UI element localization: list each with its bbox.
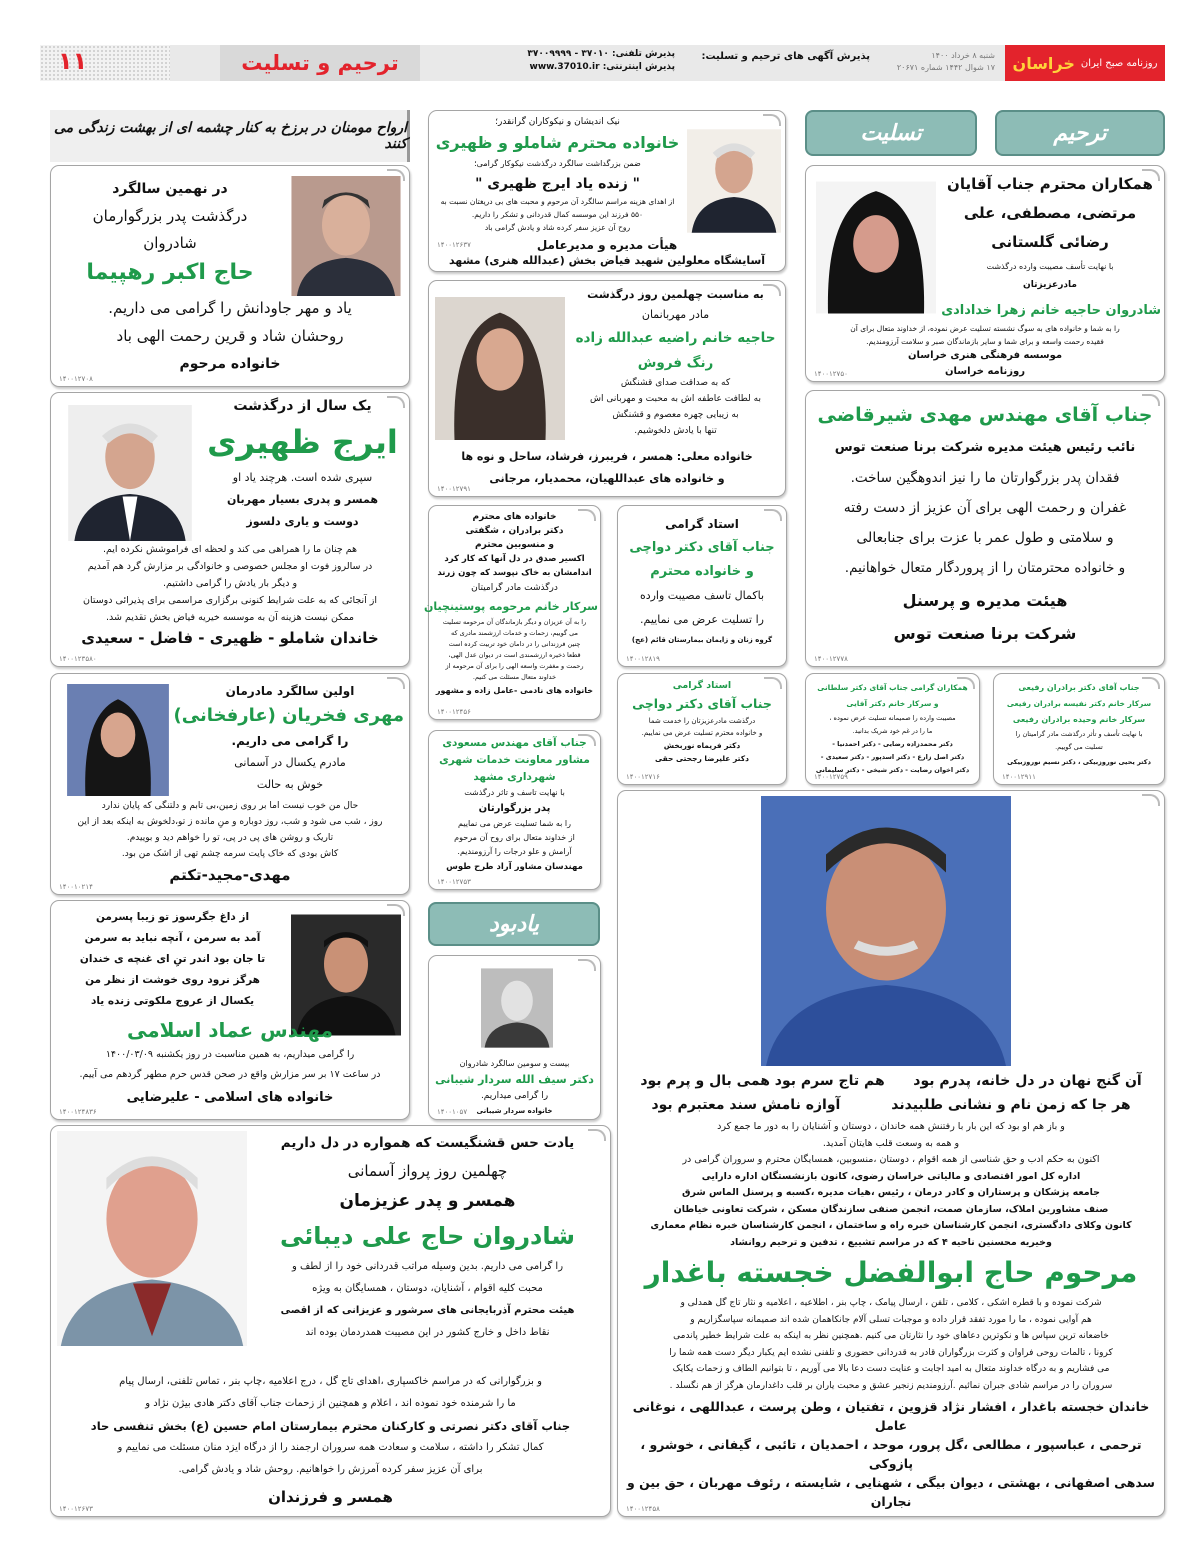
- signature: موسسه فرهنگی هنری خراسان: [907, 350, 1063, 361]
- notice-line: یاد و مهر جاودانش را گرامی می داریم.: [108, 299, 352, 317]
- notice-line: اولین سالگرد مادرمان: [225, 684, 355, 698]
- notice-line: به مناسبت چهلمین روز درگذشت: [587, 288, 764, 301]
- ad-code: ۱۴۰۰۱۲۷۵۹: [814, 773, 848, 781]
- notice-line: استاد گرامی: [665, 517, 739, 531]
- notice-line: درگذشت مادرعزیزتان را خدمت شما: [648, 717, 756, 725]
- notice-line: ما را در غم خود شریک بدانید.: [852, 727, 933, 735]
- notice-davachi-2: [617, 673, 787, 785]
- notice-line: با نهایت تأسف و تأثر درگذشت مادر گرامیتان را: [1015, 730, 1143, 738]
- portrait-photo: [816, 180, 936, 315]
- notice-rafiei: [993, 673, 1165, 785]
- notice-eslami: [50, 900, 410, 1120]
- verse-line: هم تاج سرم بود همی بال و پرم بود: [640, 1073, 885, 1089]
- notice-line: سپری شده است. هرچند یاد او: [232, 471, 373, 484]
- notice-line: هم آوایی نموده ، ما را مورد تفقد قرار داده و موجبات تسلی آلام جانکاهمان شده اند صمیمانه سپاسگزاریم و: [690, 1314, 1092, 1325]
- notice-line: محبت کلیه اقوام ، آشنایان، دوستان ، همسایگان به ویژه: [312, 1283, 543, 1294]
- recipient-name: جناب آقای مهندس مهدی شیرقاضی: [817, 404, 1153, 426]
- recipient-name: جناب آقای دکتر برادران رفیعی: [1018, 683, 1140, 692]
- notice-line: خوش به حالت: [256, 778, 324, 791]
- portrait-photo: [291, 176, 401, 296]
- notice-davachi-1: [617, 505, 787, 667]
- notice-line: روح آن عزیز سفر کرده شاد و یادش گرامی باد: [484, 223, 631, 232]
- verse-line: آوازه نامش سند معتبرم بود: [651, 1097, 841, 1113]
- notice-line: می فشاریم و به درگاه خداوند متعال به امید اجابت و عنایت دست دعا بالا می آوریم ، تا بتوانیم الطاف و زحمات یکایک: [672, 1364, 1110, 1374]
- ad-code: ۱۴۰۰۱۲۸۱۹: [626, 655, 660, 663]
- verse-line: اندامشان به خاک نپوسد که چون زرند: [437, 568, 592, 578]
- signature: خانواده های نادمی -عامل زاده و مشهور: [435, 686, 594, 695]
- tagline: روزنامه صبح ایران: [1080, 57, 1158, 69]
- recipient-name: جناب آقای دکتر دواچی: [632, 696, 772, 711]
- notice-line: صنف مشاورین املاک، سازمان صمت، انجمن صنفی سازندگان مسکن ، شرکت تعاونی خیاطان: [673, 1203, 1109, 1215]
- ad-code: ۱۴۰۰۱۰۵۷: [437, 1108, 468, 1116]
- ad-code: ۱۴۰۰۱۲۳۵۸۰: [59, 655, 97, 663]
- deceased-name: حاج اکبر رهپیما: [86, 260, 254, 285]
- recipient-title: شهرداری مشهد: [473, 771, 556, 783]
- notice-line: به لطافت عاطفه اش به محبت و مهربانی اش: [590, 394, 761, 404]
- verse-line: از داغ جگرسوز تو زیبا پسرمن: [95, 911, 250, 923]
- recipient-name: جناب آقای مهندس مسعودی: [442, 737, 587, 749]
- ad-code: ۱۴۰۰۱۲۴۵۸: [626, 1505, 660, 1513]
- signature: ترحمی ، عباسپور ، مطالعی ،گل پرور، موحد ، احمدیان ، تائبی ، گیفانی ، خوشرو ، پازوکی: [640, 1437, 1142, 1471]
- notice-line: را گرامی می داریم. بدین وسیله مراتب قدردانی خود را از لطف و: [291, 1261, 564, 1272]
- notice-line: باکمال تاسف مصیبت وارده: [639, 589, 765, 602]
- recipient-name: سرکار خانم وحیده برادران رفیعی: [1012, 715, 1146, 724]
- notice-line: که به صداقت صدای قشنگش: [620, 378, 731, 388]
- portrait-photo: [481, 962, 553, 1054]
- quote-banner: ارواح مومنان در برزخ به کنار چشمه ای از بهشت زندگی می کنند: [50, 110, 410, 162]
- signature: هیئت مدیره و پرسنل: [902, 591, 1068, 610]
- notice-line: خاضعانه ترین سپاس ها و نکوترین دعاهای خود را نثارتان می کنیم .همچنین نظر به اینکه به علت شرایط خطیر پاندمی: [673, 1331, 1109, 1341]
- notice-shirghazi: [805, 390, 1165, 667]
- notice-line: کمال تشکر را داشته ، سلامت و سعادت همه سروران ارجمند را از درگاه ایزد منان مسئلت می نماییم و: [117, 1442, 544, 1453]
- recipient-name: و سرکار خانم دکتر آفایی: [846, 699, 939, 708]
- verse-line: یادت حس قشنگیست که همواره در دل داریم: [280, 1135, 575, 1151]
- verse-line: آمد به سرمن ، آنچه نباید به سرمن: [84, 932, 261, 944]
- page-number: ۱۱: [58, 47, 88, 75]
- verse-line: هرگز نرود روی خوشت از نظر من: [85, 974, 260, 986]
- signature: دکتر اصل زارع - دکتر اسدپور - دکتر سعیدی -: [820, 753, 965, 761]
- signature: خانواده سردار شیبانی: [476, 1107, 553, 1115]
- notice-line: کرونا ، تالمات روحی فراوان و کثرت بزرگواران قادر به قدردانی حضوری و تلفنی نشده ایم یکبار دیگر دست همه شما را: [669, 1347, 1113, 1358]
- notice-khojasteh-baghdar: [617, 790, 1165, 1517]
- ad-code: ۱۴۰۰۱۲۴۵۶: [437, 708, 471, 716]
- signature: مهدی-مجید-تکتم: [169, 866, 291, 884]
- notice-line: چهلمین روز پرواز آسمانی: [347, 1162, 508, 1180]
- notice-line: را گرامی می داریم.: [231, 734, 349, 748]
- notice-line: ضمن بزرگداشت سالگرد درگذشت نیکوکار گرامی؛: [474, 159, 641, 168]
- signature: خانواده مرحوم: [179, 356, 281, 372]
- notice-line: شرکت نموده و با قطره اشکی ، کلامی ، تلفن ، ارسال پیامک ، چاپ بنر ، اطلاعیه ، اعلامیه و نثار تاج گل همدلی و: [680, 1298, 1102, 1308]
- notice-khodadadi: [805, 165, 1165, 382]
- signature: دکتر محمدزاده رضایی - دکتر احمدنیا -: [832, 740, 953, 748]
- recipient-title: مشاور معاونت خدمات شهری: [439, 754, 590, 766]
- signature: خانواده معلی: همسر ، فریبرز، فرشاد، ساحل و نوه ها: [461, 450, 753, 463]
- notice-line: و باز هم او بود که این بار با رفتنش همه خاندان ، دوستان و آشنایان را به دور ما جمع کرد: [717, 1121, 1065, 1132]
- ad-code: ۱۴۰۰۱۲۶۷۳: [59, 1505, 93, 1513]
- notice-line: جناب آقای دکتر نصرتی و کارکنان محترم بیمارستان امام حسین (ع) بخش تنفسی حاد: [90, 1419, 571, 1433]
- notice-line: در نهمین سالگرد: [112, 181, 228, 197]
- notice-masoudi: [428, 730, 601, 890]
- notice-line: همسر و پدر عزیزمان: [339, 1191, 516, 1211]
- notice-line: با نهایت تاسف و تاثر درگذشت: [464, 788, 565, 797]
- yadbud-banner: یادبود: [428, 902, 600, 946]
- portrait-photo: [687, 121, 781, 241]
- notice-line: سروران را در مراسم شادی جبران نمائیم .آرزومندیم زنجیر عشق و محبت یاران بر قلب داغدارمان هرگز از هم نگسلد .: [669, 1380, 1113, 1391]
- notice-line: تسلیت می گوییم.: [1055, 743, 1103, 751]
- ads-label: پذیرش آگهی های ترحیم و تسلیت:: [701, 51, 870, 62]
- notice-line: را به شما تسلیت عرض می نماییم: [458, 819, 571, 828]
- signature: سدهی اصفهانی ، بهشتی ، دیوان بیگی ، شهنایی ، شایسته ، رئوف مهربان ، حق بین و نجاران: [627, 1475, 1155, 1509]
- deceased-name: سرکار خانم مرحومه پوستینچیان: [423, 600, 598, 613]
- signature: خانواده های اسلامی - علیرضایی: [126, 1090, 334, 1105]
- notice-line: کاش بودی که خاک پایت سرمه چشم تهی از اشک من بود.: [121, 849, 339, 859]
- notice-line: و خانواده محترم تسلیت عرض می نماییم.: [641, 729, 763, 737]
- notice-line: رحمت و مغفرت واسعه الهی را برای آن مرحومه از: [445, 662, 584, 670]
- signature: دکتر فریماه نوربخش: [663, 741, 741, 750]
- notice-dibaei: [50, 1125, 611, 1517]
- ad-code: ۱۴۰۰۱۲۷۱۶: [626, 773, 660, 781]
- notice-line: شادروان: [143, 234, 197, 252]
- notice-line: قطعا ذخیره ارزشمندی است در دیوان عدل الهی،: [448, 651, 581, 659]
- notice-poustinchian: [423, 505, 601, 720]
- notice-line: ۵۵۰ فرزند این موسسه کمال قدردانی و تشکر را داریم.: [471, 210, 644, 219]
- recipient-name: جناب آقای دکتر دواچی: [629, 540, 775, 555]
- signature: خاندان خجسته باغدار ، افشار نژاد قزوین ، تفتیان ، وطن پرست ، عبداللهی ، نوغانی عامل: [632, 1399, 1150, 1433]
- deceased-name: دکتر سیف الله سردار شیبانی: [435, 1073, 594, 1086]
- signature: و خانواده های عبداللهیان، محمدیار، مرجانی: [489, 472, 725, 485]
- notice-line: در سالروز فوت او مجلس خصوصی و خانوادگی بر مزارش گرد هم آمدیم: [87, 561, 373, 572]
- ad-code: ۱۴۰۰۱۲۹۱۱: [1002, 773, 1036, 781]
- deceased-name: مهری فخریان (عارفخانی): [173, 705, 404, 726]
- notice-line: و سلامتی و طول عمر با عزت برای جنابعالی: [856, 530, 1114, 546]
- notice-line: روز ، شب می شود و شب، روز دوباره و منِ مانده ز تو،دلخوش به اینکه بعد از این: [77, 817, 383, 827]
- notice-line: می گوییم، زحمات و خدمات ارزشمند مادری که: [451, 629, 578, 637]
- verse-line: هر جا که زمن نام و نشانی طلبیدند: [891, 1097, 1131, 1113]
- ad-code: ۱۴۰۰۱۲۷۷۸: [814, 655, 848, 663]
- notice-line: تاریک و روشن های پی در پی، تو را خواهم دید و بوییدم.: [126, 833, 334, 843]
- notice-line: کانون وکلای دادگستری، انجمن کارشناسان خبره راه و ساختمان ، انجمن کارشناسان خبره نظام معماری: [650, 1220, 1132, 1231]
- notice-line: و خانواده محترمتان را از پروردگار متعال خواهانیم.: [844, 560, 1126, 576]
- recipient-name: سرکار خانم دکتر نفیسه برادران رفیعی: [1006, 699, 1152, 708]
- portrait-photo: [57, 1131, 247, 1346]
- recipient-name: همکاران گرامی جناب آقای دکتر سلطانی: [817, 683, 968, 692]
- ad-code: ۱۴۰۰۱۲۷۰۸: [59, 375, 93, 383]
- ads-phone: پذیرش تلفنی: ۳۷۰۱۰ - ۳۷۰۰۹۹۹۹: [527, 49, 675, 59]
- recipient-title: نائب رئیس هیئت مدیره شرکت برنا صنعت توس: [834, 440, 1136, 455]
- deceased-name: ایرج ظهیری: [207, 423, 398, 461]
- notice-line: اکنون به حکم ادب و حق شناسی از همه اقوام ، دوستان ،منسوبین، همسایگان محترم و سروران گرامی در: [682, 1154, 1100, 1165]
- ad-code: ۱۴۰۰۱۲۷۵۰: [814, 370, 848, 378]
- deceased-name: رنگ فروش: [637, 355, 714, 371]
- tarhim-banner: ترحیم: [995, 110, 1165, 156]
- notice-line: هیئت محترم آذربایجانی های سرشور و عزیزانی که از اقصی: [280, 1305, 575, 1316]
- portrait-photo: [761, 796, 1011, 1066]
- notice-line: یکسال از عروج ملکوتی زنده یاد: [90, 995, 255, 1007]
- verse-line: آن گنج نهان در دل خانه، پدرم بود: [913, 1073, 1142, 1089]
- notice-line: را گرامی میداریم.: [480, 1091, 549, 1101]
- notice-line: نقاط داخل و خارج کشور در این مصیبت همدردمان بوده اند: [305, 1327, 550, 1338]
- ad-code: ۱۴۰۰۱۲۷۹۱: [437, 485, 471, 493]
- notice-line: و دیگر بار یادش را گرامی داشتیم.: [162, 578, 298, 589]
- notice-line: ممکن نیست هزینه آن به موسسه خیریه فیاض بخش تقدیم شد.: [105, 612, 355, 623]
- date-line: شنبه ۸ خرداد ۱۴۰۰: [931, 51, 995, 60]
- notice-line: فقیده رحمت واسعه و برای شما و سایر بازماندگان صبر و سلامت آرزومندیم.: [866, 337, 1104, 346]
- notice-line: به زیبایی چهره معصوم و قشنگش: [612, 410, 739, 420]
- notice-line: تنها با یادش دلخوشیم.: [634, 426, 717, 436]
- notice-line: و همه به وسعت قلب هایتان آمدید.: [822, 1137, 960, 1149]
- recipient-name: و خانواده محترم: [650, 564, 754, 579]
- notice-line: بیست و سومین سالگرد شادروان: [459, 1059, 570, 1068]
- notice-line: از آنجائی که به علت شرایط کنونی برگزاری مراسمی برای پذیرائی دوستان: [82, 595, 378, 606]
- notice-line: ما را شرمنده خود نموده اند ، اعلام و همچنین از زحمات جناب آقای دکتر هادی بیژن نژاد و: [145, 1398, 516, 1409]
- notice-line: حال من خوب نیست اما بر روی زمین،بی تابم و دلتنگی که پایان ندارد: [101, 801, 359, 811]
- notice-shamlou-zahiri: [428, 110, 786, 272]
- ad-code: ۱۴۰۰۱۲۷۵۳: [437, 878, 471, 886]
- notice-line: و بزرگوارانی که در مراسم خاکسپاری ،اهدای تاج گل ، درج اعلامیه ،چاپ بنر ، تماس تلفنی، ارسال پیام: [119, 1376, 542, 1387]
- notice-zahiri: [50, 392, 410, 667]
- notice-line: مادرم یکسال در آسمانی: [234, 756, 346, 769]
- notice-line: همسر و پدری بسیار مهربان: [227, 493, 378, 506]
- notice-line: از اهدای هزینه مراسم سالگرد آن مرحوم و محبت های بی دریغتان نسبت به: [440, 197, 675, 206]
- notice-line: چنین فرزندانی را در دامان خود تربیت کرده است: [448, 640, 581, 648]
- verse-line: اکسیر صدق در دل آنها که کار کرد: [444, 554, 585, 564]
- notice-line: را به شما و خانواده های به سوگ نشسته تسلیت عرض نموده، از خداوند متعال برای آن: [850, 324, 1120, 333]
- signature: گروه زنان و زایمان بیمارستان قائم (عج): [631, 636, 773, 644]
- notice-line: مصیبت وارده را صمیمانه تسلیت عرض نموده ،: [829, 714, 956, 722]
- notice-line: اداره کل امور اقتصادی و مالیاتی خراسان رضوی، کانون بازنشستگان اداره دارایی: [701, 1170, 1081, 1182]
- page-number-box: [40, 45, 170, 81]
- signature: خاندان شاملو - ظهیری - فاضل - سعیدی: [81, 629, 379, 647]
- ad-code: ۱۴۰۰۱۲۶۳۷: [437, 241, 471, 249]
- brand-name: خراسان: [1012, 53, 1075, 73]
- issue-date: [897, 50, 995, 74]
- portrait-photo: [63, 684, 173, 796]
- section-title: ترحیم و تسلیت: [220, 45, 420, 81]
- signature: آسایشگاه معلولین شهید فیاض بخش (عبدالله هنری) مشهد: [448, 254, 766, 267]
- notice-line: غفران و رحمت الهی برای آن عزیز از دست رفته: [843, 500, 1127, 516]
- notice-line: برای آن عزیز سفر کرده آمرزش را خواهانیم. روحش شاد و یادش گرامی.: [178, 1464, 483, 1475]
- signature: دکتر یحیی نوروزبیکی ، دکتر نسیم نوروزبیکی: [1007, 758, 1151, 766]
- notice-line: دکتر برادران ، شگفتی: [465, 526, 564, 536]
- notice-line: خداوند متعال مسئلت می کنیم.: [472, 673, 557, 681]
- signature: شرکت برنا صنعت توس: [893, 624, 1077, 643]
- deceased-name: حاجیه خانم راضیه عبدالله زاده: [575, 330, 776, 346]
- deceased-name: شادروان حاج علی دیبائی: [280, 1222, 575, 1250]
- notice-line: را به آن عزیزان و دیگر بازماندگان آن مرحومه تسلیت: [442, 618, 587, 626]
- portrait-photo: [435, 291, 565, 446]
- notice-line: نیک اندیشان و نیکوکاران گرانقدر؛: [495, 117, 620, 127]
- notice-line: جامعه پزشکان و پرستاران و کادر درمان ، رئیس ،هیات مدیره ،کسبه و پرسنل الماس شرق: [681, 1187, 1101, 1198]
- deceased-name: " زنده یاد ایرج ظهیری ": [475, 176, 640, 192]
- notice-line: را گرامی میداریم، به همین مناسبت در روز یکشنبه ۱۴۰۰/۰۳/۰۹: [105, 1049, 355, 1060]
- signature: دکتر اخوان رضایت - دکتر شیخی - دکتر سلیمانی: [815, 766, 970, 774]
- notice-line: فقدان پدر بزرگوارتان ما را نیز اندوهگین ساخت.: [850, 470, 1120, 486]
- notice-sheybani: [428, 955, 601, 1120]
- ads-web[interactable]: پذیرش اینترنتی: www.37010.ir: [529, 62, 675, 72]
- notice-line: درگذشت پدر بزرگوارمان: [92, 207, 248, 225]
- notice-fakhrian: [50, 673, 410, 895]
- ad-code: ۱۴۰۰۱۰۲۱۴: [59, 883, 93, 891]
- deceased-name: مهندس عماد اسلامی: [127, 1018, 333, 1042]
- notice-abdollahzadeh: [428, 280, 786, 497]
- tasliyat-banner: تسلیت: [805, 110, 977, 156]
- notice-rahpeyma: [50, 165, 410, 387]
- signature: مهندسان مشاور آراد طرح طوس: [446, 862, 583, 872]
- notice-line: خانواده های محترم: [472, 512, 557, 522]
- notice-line: در ساعت ۱۷ بر سر مزارش واقع در صحن قدس حرم مطهر گردهم می آییم.: [79, 1069, 381, 1080]
- newspaper-header: [40, 45, 1165, 81]
- notice-line: پدر بزرگوارتان: [478, 803, 551, 814]
- notice-line: استاد گرامی: [672, 680, 732, 691]
- ad-code: ۱۴۰۰۱۲۴۸۳۶: [59, 1108, 97, 1116]
- notice-line: وخیریه محسنین ناحیه ۴ که در مراسم تشییع ، تدفین و ترحیم روانشاد: [730, 1236, 1052, 1248]
- notice-line: هم چنان ما را همراهی می کند و لحظه ای فراموشش نکرده ایم.: [102, 544, 358, 555]
- notice-line: از خداوند متعال برای روح آن مرحوم: [454, 833, 575, 842]
- notice-line: درگذشت مادر گرامیتان: [471, 583, 558, 593]
- notice-soltani: [805, 673, 980, 785]
- signature: روزنامه خراسان: [945, 366, 1025, 377]
- newspaper-logo: [1005, 45, 1165, 81]
- notice-line: روحشان شاد و قرین رحمت الهی باد: [116, 327, 344, 345]
- notice-line: را تسلیت عرض می نماییم.: [640, 613, 764, 626]
- recipient-line: همکاران محترم جناب آقایان: [947, 175, 1153, 193]
- notice-line: یک سال از درگذشت: [233, 398, 372, 414]
- signature: همسر و فرزندان: [268, 1488, 393, 1506]
- notice-line: دوست و یاری دلسوز: [246, 515, 359, 528]
- recipient-line: رضائی گلستانی: [991, 233, 1109, 251]
- deceased-name: مرحوم حاج ابوالفضل خجسته باغدار: [644, 1256, 1138, 1289]
- ads-contact: [527, 48, 675, 74]
- family-name: خانواده محترم شاملو و ظهیری: [435, 133, 680, 152]
- notice-line: با نهایت تأسف مصیبت وارده درگذشت: [986, 262, 1114, 271]
- notice-line: مادر مهربانمان: [641, 308, 710, 321]
- deceased-name: شادروان حاجیه خانم زهرا خدادادی: [941, 303, 1161, 318]
- date-line: ۱۷ شوال ۱۴۴۲ شماره ۲۰۶۷۱: [896, 63, 995, 72]
- recipient-line: مرتضی، مصطفی، علی: [963, 204, 1137, 222]
- signature: هیأت مدیره و مدیرعامل: [536, 238, 678, 252]
- portrait-photo: [65, 405, 195, 541]
- verse-line: تا جان بود اندر تنِ ای غنچه ی خندان: [79, 953, 266, 965]
- notice-line: آرامش و علو درجات را آرزومندیم.: [457, 847, 572, 856]
- signature: دکتر علیرضا رجحتی حقی: [655, 754, 749, 763]
- notice-line: مادرعزیزتان: [1023, 280, 1077, 290]
- notice-line: و منسوبین محترم: [475, 540, 554, 550]
